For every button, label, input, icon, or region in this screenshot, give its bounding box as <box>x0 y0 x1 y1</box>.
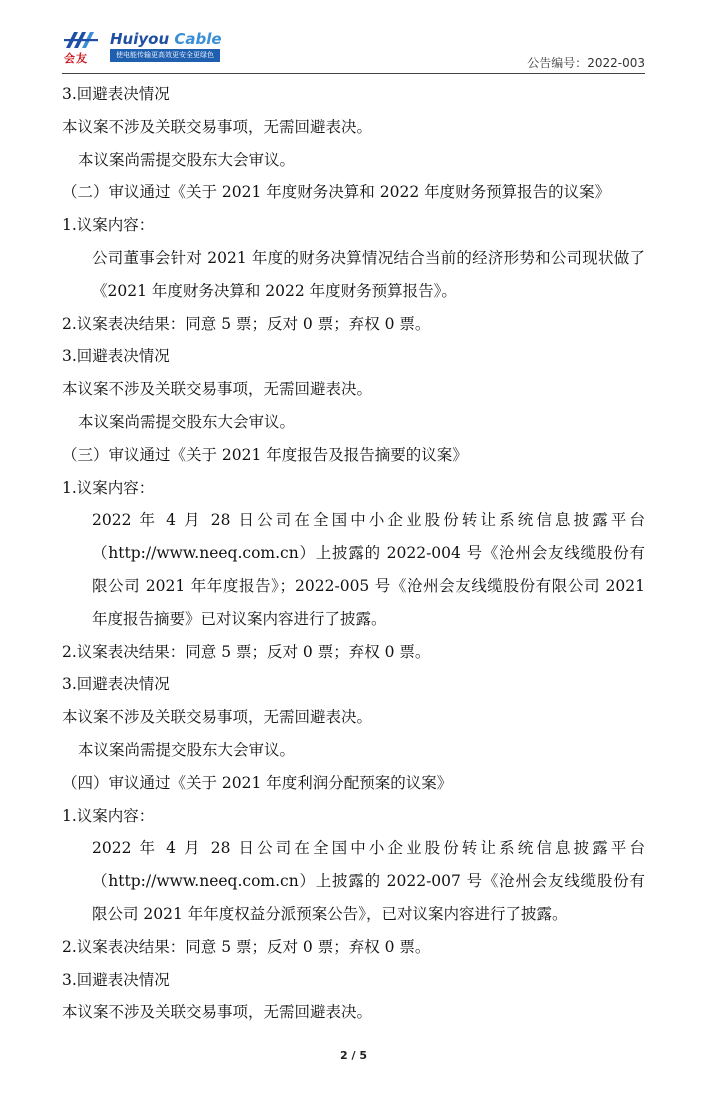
logo-english-text <box>110 30 222 48</box>
logo-slogan: 使电能传输更高效更安全更绿色 <box>110 49 220 62</box>
document-body <box>62 78 645 1029</box>
paragraph: 2.议案表决结果：同意 5 票；反对 0 票；弃权 0 票。 <box>62 642 431 661</box>
paragraph: 3.回避表决情况 <box>62 970 170 989</box>
logo-chinese-text: 会友 <box>64 52 88 65</box>
paragraph: 2.议案表决结果：同意 5 票；反对 0 票；弃权 0 票。 <box>62 937 431 956</box>
paragraph: 1.议案内容： <box>62 806 155 825</box>
section-heading: （四）审议通过《关于 2021 年度利润分配预案的议案》 <box>62 773 453 792</box>
section-heading: （三）审议通过《关于 2021 年度报告及报告摘要的议案》 <box>62 445 468 464</box>
paragraph: 本议案不涉及关联交易事项，无需回避表决。 <box>62 1003 373 1022</box>
logo-mark-icon <box>62 30 108 52</box>
company-logo <box>62 28 222 68</box>
logo-english-accent: Cable <box>174 30 222 48</box>
paragraph: 2.议案表决结果：同意 5 票；反对 0 票；弃权 0 票。 <box>62 314 431 333</box>
paragraph: 本议案尚需提交股东大会审议。 <box>78 150 296 169</box>
paragraph: 2022 年 4 月 28 日公司在全国中小企业股份转让系统信息披露平台（http://www.neeq.com.cn）上披露的 2022-004 号《沧州会友线缆股份有限公司 2021 年年度报告》；2022-005 号《沧州会友线缆股份有限公司 2021 年度报告摘要》已对议案内容进行了披露。 <box>92 511 645 628</box>
paragraph: 1.议案内容： <box>62 478 155 497</box>
paragraph: 3.回避表决情况 <box>62 85 170 103</box>
page-number: 2 / 5 <box>340 1049 367 1062</box>
section-heading: （二）审议通过《关于 2021 年度财务决算和 2022 年度财务预算报告的议案》 <box>62 183 611 202</box>
notice-number: 公告编号：2022-003 <box>527 56 645 70</box>
paragraph: 3.回避表决情况 <box>62 675 170 694</box>
logo-english-main: Huiyou <box>110 30 170 48</box>
header-divider <box>62 73 645 74</box>
paragraph: 本议案尚需提交股东大会审议。 <box>78 740 296 759</box>
paragraph: 本议案不涉及关联交易事项，无需回避表决。 <box>62 117 373 136</box>
paragraph: 本议案尚需提交股东大会审议。 <box>78 412 296 431</box>
paragraph: 公司董事会针对 2021 年度的财务决算情况结合当前的经济形势和公司现状做了《2021 年度财务决算和 2022 年度财务预算报告》。 <box>92 248 645 300</box>
paragraph: 2022 年 4 月 28 日公司在全国中小企业股份转让系统信息披露平台（http://www.neeq.com.cn）上披露的 2022-007 号《沧州会友线缆股份有限公司 2021 年年度权益分派预案公告》，已对议案内容进行了披露。 <box>92 839 645 923</box>
paragraph: 1.议案内容： <box>62 216 155 235</box>
paragraph: 本议案不涉及关联交易事项，无需回避表决。 <box>62 380 373 399</box>
paragraph: 本议案不涉及关联交易事项，无需回避表决。 <box>62 708 373 727</box>
page-header <box>62 28 645 74</box>
paragraph: 3.回避表决情况 <box>62 347 170 366</box>
